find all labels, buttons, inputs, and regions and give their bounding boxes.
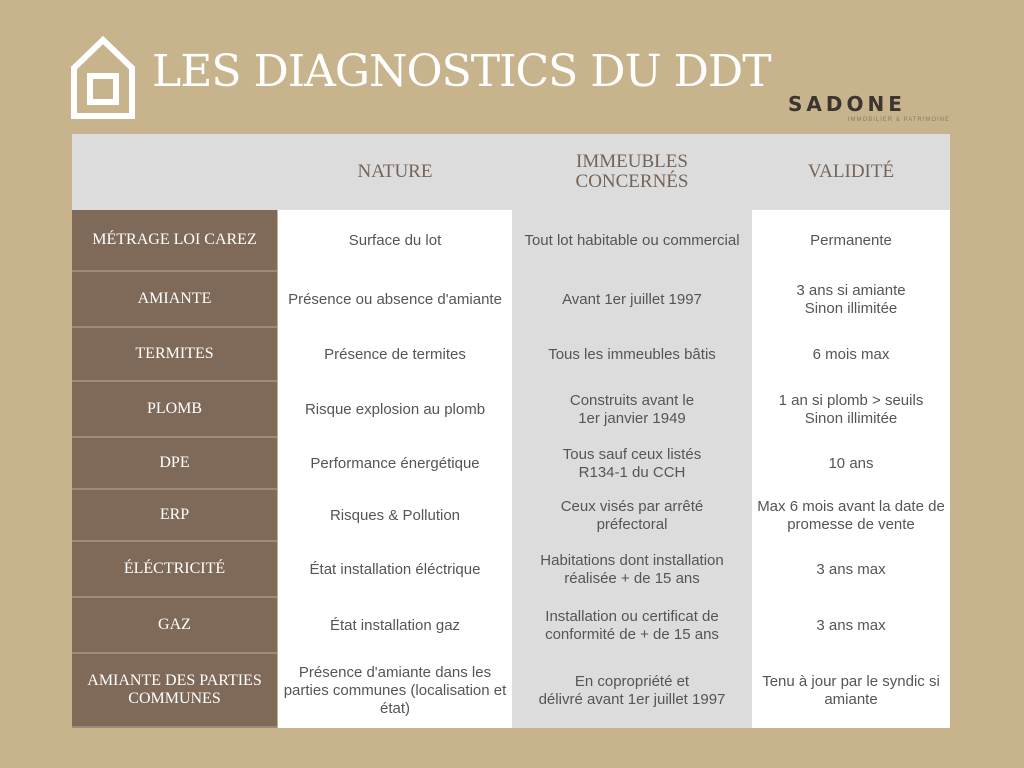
cell-nature: Présence de termites bbox=[324, 346, 466, 363]
table-row bbox=[72, 438, 950, 490]
row-label: MÉTRAGE LOI CAREZ bbox=[72, 210, 277, 270]
row-label: ÉLÉCTRICITÉ bbox=[72, 542, 277, 596]
row-label: AMIANTE DES PARTIES COMMUNES bbox=[72, 654, 277, 726]
row-label: ERP bbox=[72, 490, 277, 540]
table-row bbox=[72, 210, 950, 272]
row-label: PLOMB bbox=[72, 382, 277, 436]
cell-nature: Surface du lot bbox=[348, 232, 442, 249]
cell-immeubles: En copropriété et délivré avant 1er juillet 1997 bbox=[538, 673, 726, 708]
row-label: GAZ bbox=[72, 598, 277, 652]
cell-nature: État installation gaz bbox=[329, 617, 461, 634]
column-header-nature: NATURE bbox=[357, 161, 433, 182]
table-row bbox=[72, 382, 950, 438]
row-divider bbox=[72, 726, 277, 728]
table-row bbox=[72, 654, 950, 728]
cell-immeubles: Tous les immeubles bâtis bbox=[548, 346, 716, 363]
table-row bbox=[72, 328, 950, 382]
cell-immeubles: Installation ou certificat de conformité de + de 15 ans bbox=[545, 608, 719, 643]
row-label: AMIANTE bbox=[72, 272, 277, 326]
row-label: DPE bbox=[72, 438, 277, 488]
cell-validite: 3 ans max bbox=[816, 561, 886, 578]
page-title: LES DIAGNOSTICS DU DDT bbox=[152, 46, 771, 97]
cell-nature: Présence d'amiante dans les parties communes (localisation et état) bbox=[283, 664, 507, 717]
column-header-validite: VALIDITÉ bbox=[807, 161, 895, 182]
cell-immeubles: Construits avant le 1er janvier 1949 bbox=[569, 392, 695, 427]
column-header-immeubles: IMMEUBLES CONCERNÉS bbox=[575, 151, 689, 192]
cell-nature: Présence ou absence d'amiante bbox=[288, 291, 502, 308]
cell-validite: Permanente bbox=[810, 232, 892, 249]
brand-logo bbox=[788, 92, 950, 124]
cell-nature: Performance énergétique bbox=[310, 455, 480, 472]
cell-immeubles: Avant 1er juillet 1997 bbox=[562, 291, 702, 308]
brand-name: SADONE bbox=[788, 92, 906, 116]
cell-immeubles: Tous sauf ceux listés R134-1 du CCH bbox=[562, 446, 702, 481]
cell-validite: 3 ans max bbox=[816, 617, 886, 634]
table-row bbox=[72, 598, 950, 654]
cell-validite: 3 ans si amiante Sinon illimitée bbox=[796, 282, 906, 317]
cell-validite: 1 an si plomb > seuils Sinon illimitée bbox=[778, 392, 924, 427]
cell-validite: 6 mois max bbox=[812, 346, 890, 363]
table-row bbox=[72, 490, 950, 542]
table-header bbox=[72, 134, 950, 210]
row-label: TERMITES bbox=[72, 328, 277, 380]
table-row bbox=[72, 542, 950, 598]
table-row bbox=[72, 272, 950, 328]
cell-immeubles: Tout lot habitable ou commercial bbox=[524, 232, 740, 249]
cell-nature: Risque explosion au plomb bbox=[304, 401, 486, 418]
cell-validite: 10 ans bbox=[828, 455, 874, 472]
brand-subtitle: IMMOBILIER & PATRIMOINE bbox=[847, 117, 950, 123]
cell-nature: Risques & Pollution bbox=[329, 507, 461, 524]
cell-immeubles: Ceux visés par arrêté préfectoral bbox=[560, 498, 704, 533]
cell-immeubles: Habitations dont installation réalisée + de 15 ans bbox=[540, 552, 724, 587]
diagnostics-table bbox=[72, 134, 950, 728]
cell-validite: Tenu à jour par le syndic si amiante bbox=[762, 673, 940, 708]
house-icon bbox=[70, 36, 136, 120]
cell-nature: État installation éléctrique bbox=[309, 561, 481, 578]
cell-validite: Max 6 mois avant la date de promesse de vente bbox=[757, 498, 945, 533]
